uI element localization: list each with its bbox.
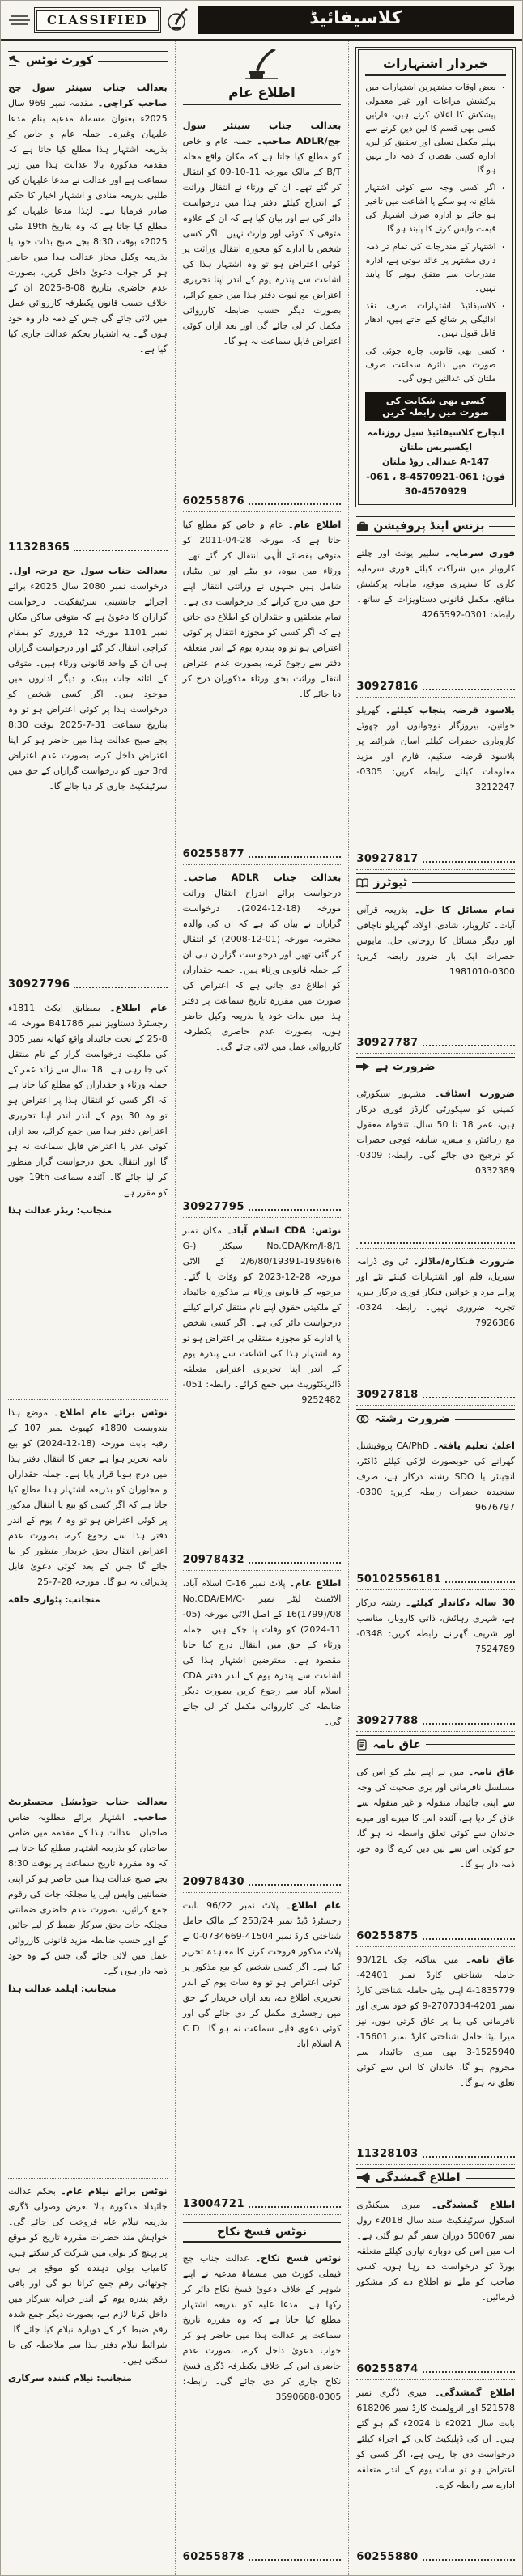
classified-ad (356, 541, 515, 698)
dotted-leader (249, 1878, 341, 1886)
ad-body: میری سیکنڈری اسکول سرٹیفکیٹ سند سال 2018ء رول نمبر 50067 دوران سفر گم ہو گئی ہے۔ اب میں اس کی دوبارہ تیاری کیلئے متعلقہ بورڈ کو درخواست دے رہا ہوں، کسی صاحب کو ملے تو اطلاع دے کر مشکور فرمائیں۔ (356, 2200, 515, 2303)
ad-id: 11328103 (356, 2148, 419, 2161)
ad-id-line (8, 974, 168, 991)
ad-id: 13004721 (182, 2198, 245, 2210)
ad-id-line (356, 1232, 515, 1244)
dotted-leader (423, 1039, 515, 1046)
inkwell-quill-icon (244, 68, 279, 83)
dotted-leader (249, 498, 341, 505)
classified-ad (8, 558, 168, 995)
contact-phone-line: فون: 061-4570921-8 ، 061-4570929-30 (366, 471, 506, 497)
header-rule (489, 526, 515, 527)
ad-id: 30927817 (356, 852, 419, 865)
dotted-leader (360, 1237, 515, 1244)
classified-ad (356, 1947, 515, 2166)
section-header-business (356, 516, 515, 536)
ad-id-line (356, 676, 515, 693)
header-rule (183, 104, 342, 108)
dotted-leader (423, 2366, 515, 2373)
warning-bullet (365, 345, 506, 386)
classified-ad (356, 1590, 515, 1732)
ad-lead: بلاسود قرضہ پنجاب کیلئے۔ (385, 703, 515, 715)
bullet-text: بعض اوقات مشتہرین اشتہارات میں پرکشش مراعات اور غیر معمولی پیشکش کا اعلان کرتے ہیں، قارئین کسی بھی قسم کا لین دین کرنے سے پہلے مکمل تسلی اور تحقیق کر لیں، ادارہ کسی نقصان کا ذمہ دار نہیں ہو گا۔ (365, 83, 496, 175)
ad-body: CA/PhD پروفیشنل گھرانے کی خوبصورت لڑکی کیلئے ڈاکٹر، انجینئر یا SDO رشتہ درکار ہے، صرف سنجیدہ حضرات رابطہ کریں: 0300-9676797 (356, 1441, 515, 1513)
dotted-leader (423, 2553, 515, 2561)
book-icon (356, 878, 368, 888)
ad-signature: منجانب: اہلمد عدالت ہذا (8, 1984, 117, 1994)
bullet-marker: ۰ (500, 83, 506, 92)
ad-lead: تمام مسائل کا حل۔ (414, 903, 515, 915)
ad-id: 30927788 (356, 1714, 419, 1727)
dotted-leader (249, 1556, 341, 1564)
warning-title: خبردار اشتہارات (365, 56, 506, 76)
ad-lead: ضرورت فنکارہ/ماڈلز۔ (413, 1255, 516, 1267)
section-header-nikah-dissolution: نوٹس فسخ نکاح (183, 2222, 342, 2243)
section-header-tutors (356, 873, 515, 893)
ad-body: پلاٹ نمبر 96/22 بابت رجسٹرڈ ڈیڈ نمبر 253/24 کے مالک حامل شناختی کارڈ نمبر 41504-0734669-0 نے پلاٹ مذکور فروخت کرنے کا معاہدہ تحریر کیا ہے۔ اگر کسی شخص کو بیع مذکور پر کوئی اعتراض ہو تو وہ سات یوم کے اندر تحریری اطلاع دے، بعد ازاں خریدار کے حق میں رجسٹری مکمل کر دی جائے گی اور کوئی دعویٰ قابل سماعت نہ ہو گا۔ C D A اسلام آباد (182, 1900, 342, 2049)
classified-ad (356, 898, 515, 1055)
ad-signature: منجانب: پٹواری حلقہ (8, 1594, 100, 1605)
ad-body: میری ڈگری نمبر 521578 اور انرولمنٹ کارڈ نمبر 618206 بابت سال 2021ء تا 2024ء گم ہو گئے ہیں۔ ان کی ڈپلیکیٹ کاپی کے اجراء کیلئے درخواست دی جا رہی ہے، اگر کسی کو اعتراض ہو تو سات یوم کے اندر متعلقہ ادارے سے رابطہ کرے۔ (356, 2387, 515, 2491)
header-rule (466, 2178, 515, 2179)
masthead-flourish-icon (9, 14, 30, 27)
section-title: اطلاع گمشدگی (375, 2171, 461, 2185)
classified-ad (356, 1433, 515, 1590)
ad-body: سلیپر یونٹ اور چلتے کاروبار میں شراکت کیلئے فوری سرمایہ کاری کا سنہری موقع، ماہانہ پرکشش منافع، مکمل قانونی دستاویزات کے ساتھ۔ رابطہ: 0301-4265592 (356, 548, 515, 620)
section-title: کورٹ نوٹس (26, 54, 94, 67)
ad-id: 30927787 (356, 1037, 419, 1050)
ad-lead: بعدالت جناب جوڈیشل مجسٹریٹ صاحب۔ (8, 1796, 168, 1823)
section-title: ٹیوٹرز (373, 876, 408, 889)
ad-body: ٹی وی ڈرامہ سیریل، فلم اور اشتہارات کیلئے نئے اور پرانے مرد و خواتین فنکار فوری درکار ہیں، تجربہ ضروری نہیں۔ رابطہ: 0324-7926386 (356, 1256, 515, 1329)
ad-lead: عاق نامہ۔ (466, 1953, 515, 1965)
ad-body: مکان نمبر No.CDA/Km/I-8/1 سیکٹر (G-6)2/6/80/19391-19396 کے الاٹی مورخہ 28-12-2023 کو وفات پا گئے۔ مرحوم کے قانونی ورثاء نے مذکورہ جائیداد کے ملکیتی حقوق اپنے نام منتقل کرانے کیلئے درخواست دائر کی ہے۔ اگر کسی شخص یا ادارے کو مجوزہ منتقلی پر اعتراض ہو تو وہ اشتہار ہذا کی اشاعت سے پندرہ یوم کے اندر اپنا تحریری اعتراض متعلقہ ڈائریکٹوریٹ میں جمع کرائے۔ رابطہ: 051-9252482 (182, 1225, 342, 1405)
ad-id-line (356, 1568, 515, 1585)
complaint-contact (365, 426, 506, 499)
ad-id-line (183, 490, 342, 507)
ad-id: 11328365 (8, 541, 70, 554)
dotted-leader (423, 1391, 515, 1398)
dotted-leader (423, 855, 515, 863)
warning-bullet (365, 81, 506, 177)
header-rule (412, 882, 515, 883)
warning-bullet (365, 299, 506, 341)
ad-id-line (183, 1196, 342, 1213)
classified-ad (183, 113, 342, 512)
bullet-marker: ۰ (500, 301, 506, 311)
section-header-court-notice (8, 51, 168, 70)
ad-lead: فوری سرمایہ۔ (444, 547, 515, 558)
complaint-bar: کسی بھی شکایت کی صورت میں رابطہ کریں (365, 392, 506, 421)
classified-ad (8, 995, 168, 1400)
ad-lead: اطلاع گمشدگی۔ (431, 2199, 516, 2211)
ad-lead: بعدالت جناب سینئر سول جج/ADLR صاحب۔ (182, 120, 342, 146)
classified-en-label: CLASSIFIED (47, 13, 148, 28)
ad-body: بمطابق ایکٹ 1811ء رجسٹرڈ دستاویز نمبر B41786 مورخہ 4-8-25 کے تحت جائیداد واقع کھاتہ نمبر 305 کی ملکیت درخواست گزار کے نام منتقل کی جا رہی ہے۔ 18 سال سے زائد عمر کے جملہ ورثاء و حقداران کو مطلع کیا جاتا ہے کہ اگر کسی کو انتقال ہذا پر اعتراض ہو تو وہ 30 یوم کے اندر اندر اپنا تحریری اعتراض دفتر ہذا میں جمع کرائے، بعد ازاں کوئی عذر یا اعتراض قابل سماعت نہ ہو گا اور انتقال بحق درخواست گزار منظور کر لیا جائے گا۔ آئندہ سماعت 19th جون کو مقرر ہے۔ (8, 1003, 168, 1198)
ad-body: عام و خاص کو مطلع کیا جاتا ہے کہ مورخہ 28-04-2011 کو متوفی بقضائے الٰہی انتقال کر گئے تھے۔ ورثاء میں بیوہ، دو بیٹے اور تین بیٹیاں شامل ہیں جنہوں نے وراثتی انتقال اپنے حق میں درج کرانے کی درخواست دی ہے۔ تمام متعلقین و حقداران کو اطلاع دی جاتی ہے کہ اگر کسی کو مجوزہ انتقال پر کوئی اعتراض ہو تو وہ پندرہ یوم کے اندر متعلقہ دفتر سے رجوع کرے، بصورت عدم اعتراض انتقال وراثت بحق ورثاء مذکوران درج کر دیا جائے گا۔ (182, 520, 342, 699)
ad-id: 60255877 (182, 848, 245, 860)
section-header-lost-notice (356, 2168, 515, 2188)
ad-lead: عاق نامہ۔ (468, 1765, 515, 1777)
masthead (1, 1, 522, 41)
bullet-marker: ۰ (500, 242, 506, 252)
classified-ad (183, 512, 342, 865)
ad-body: اشتہار برائے مطلوبہ ضامن صاحبان۔ عدالت ہذا کے مقدمہ میں ضامن صاحبان کو بذریعہ اشتہار مطلع کیا جاتا ہے کہ وہ مقررہ تاریخ سماعت پر بوقت 8:30 بجے صبح عدالت ہذا میں حاضر ہو کر اپنی ضمانتیں واپس لیں یا مچلکہ جات کی رقوم جمع کرائیں، بصورت عدم حاضری ضمانتی مچلکہ جات بحق سرکار ضبط کر لیے جائیں گے اور حسب ضابطہ مزید قانونی کارروائی عمل میں لائی جائے گی جس کے وہ خود ذمہ دار ہوں گے۔ (8, 1812, 168, 1976)
ad-id-line (183, 1549, 342, 1566)
ad-id-line (183, 2546, 342, 2563)
section-title: ضرورت رشتہ (374, 1412, 451, 1426)
ad-id: 60255878 (182, 2551, 245, 2563)
ad-lead: نوٹس: CDA اسلام آباد۔ (227, 1224, 342, 1236)
ad-body: بذریعہ قرآنی آیات۔ کاروبار، شادی، اولاد، گھریلو ناچاقی اور دیگر مسائل کا روحانی حل، مایوس حضرات ایک بار ضرور رابطہ کریں: 0300-1981010 (356, 904, 515, 977)
ad-id-line (356, 1710, 515, 1727)
column-public-notices (175, 41, 349, 2575)
classified-ad (8, 2179, 168, 2567)
section-title: بزنس اینڈ پروفیشن (373, 520, 485, 533)
section-title: اطلاع عام (228, 85, 296, 101)
ad-signature: منجانب: نیلام کنندہ سرکاری (8, 2373, 132, 2383)
dotted-leader (423, 1933, 515, 1940)
classified-ad (183, 1893, 342, 2215)
ad-body: مقدمہ نمبر 969 سال 2025ء بعنوان مسماۃ مدعیہ بنام مدعا علیہان وغیرہ۔ جملہ عام و خاص کو بذریعہ اشتہار ہذا مطلع کیا جاتا ہے کہ مقدمہ مذکورہ بالا عدالت ہذا میں زیر سماعت ہے اور عدالت نے مدعا علیہان کی طلبی بذریعہ منادی و اشتہار اخبار کا حکم صادر فرمایا ہے۔ لہٰذا مدعا علیہان کو مطلع کیا جاتا ہے کہ وہ بتاریخ 19th مئی 2025ء بوقت 8:30 بجے صبح بذات خود یا بذریعہ وکیل مجاز عدالت ہذا میں حاضر ہو کر جواب دعویٰ داخل کریں، بصورت عدم حاضری بتاریخ 08-8-2025 ان کے خلاف حسب قانون یکطرفہ کارروائی عمل میں لائی جائے گی جس کے ذمہ دار وہ خود ہوں گے۔ یہ اشتہار بحکم عدالت جاری کیا گیا ہے۔ (8, 98, 168, 354)
ad-lead: اعلیٰ تعلیم یافتہ۔ (432, 1440, 515, 1452)
ad-body: جملہ عام و خاص کو مطلع کیا جاتا ہے کہ مکان واقع محلہ B/T کے مالک مورخہ 11-10-09 کو انتقال کر گئے تھے۔ ان کے ورثاء نے انتقال وراثت کے اندراج کیلئے دفتر ہذا میں درخواست دائر کی ہے اور بیان کیا ہے کہ ان کے علاوہ متوفی کا کوئی اور وارث نہیں۔ اگر کسی شخص یا ادارے کو مجوزہ انتقال وراثت پر کوئی اعتراض ہو تو وہ اشتہار ہذا کی اشاعت سے پندرہ یوم کے اندر اپنا تحریری اعتراض مع ثبوت دفتر ہذا میں جمع کرائے، بصورت دیگر حسب ضابطہ کارروائی مکمل کر لی جائے گی اور بعد ازاں کوئی اعتراض قابل سماعت نہ ہو گا۔ (182, 136, 342, 346)
ad-id: 30927818 (356, 1389, 419, 1402)
ad-id: 60255875 (356, 1929, 419, 1942)
ad-lead: بعدالت جناب سینئر سول جج صاحب کراچی۔ (8, 82, 168, 108)
section-header-required (356, 1057, 515, 1076)
scroll-icon (356, 1739, 368, 1751)
ad-id-line (356, 1384, 515, 1401)
ad-lead: عام اطلاع۔ (109, 1002, 168, 1013)
ad-body: درخواست برائے اندراج انتقال وراثت مورخہ (18-12-2024)۔ درخواست گزاران نے بیان کیا ہے کہ ان کی والدہ محترمہ مورخہ (01-12-2008) کو انتقال کر گئی تھیں اور درخواست گزاران ہی ان کے جملہ قانونی ورثاء ہیں۔ جملہ حقداران کو اطلاع دی جاتی ہے کہ اعتراض کی صورت میں مقررہ تاریخ سماعت پر دفتر ہذا میں بذات خود یا بذریعہ وکیل حاضر ہوں، بصورت عدم حاضری یکطرفہ کارروائی عمل میں لائی جائے گی۔ (182, 888, 342, 1052)
classified-ad (183, 2246, 342, 2567)
dotted-leader (249, 2553, 341, 2561)
warning-bullet (365, 240, 506, 295)
classified-en-title (36, 10, 159, 31)
ad-lead: 30 سالہ دکاندار کیلئے۔ (405, 1596, 516, 1608)
ad-lead: نوٹس برائے نیلام عام۔ (61, 2185, 168, 2196)
warning-bullet (365, 181, 506, 236)
dotted-leader (249, 851, 341, 858)
ad-lead: بعدالت جناب سول جج درجہ اول۔ (8, 565, 168, 576)
ad-id-line (356, 2546, 515, 2563)
ad-id-line (183, 2193, 342, 2210)
classified-ad (183, 865, 342, 1218)
gavel-icon (8, 54, 21, 67)
section-header-aaq-nama (356, 1735, 515, 1755)
ad-id-line (8, 537, 168, 554)
masthead-left (9, 6, 189, 34)
advertiser-warning-panel (358, 49, 513, 505)
bullet-text: اگر کسی وجہ سے کوئی اشتہار شائع نہ ہو سکے یا اشاعت میں تاخیر ہو جائے تو ادارہ صرف اشتہار کی قیمت واپس کرنے کا پابند ہو گا۔ (365, 183, 496, 234)
section-header-rishta (356, 1409, 515, 1428)
bullet-marker: ۰ (500, 183, 506, 193)
header-rule (426, 1744, 515, 1745)
classified-ur-banner (198, 6, 514, 34)
ad-id: 30927796 (8, 978, 70, 991)
dotted-leader (74, 981, 167, 988)
ad-lead: اطلاع گمشدگی۔ (434, 2387, 515, 2399)
ad-id: 50102556181 (356, 1572, 442, 1585)
ad-body: پلاٹ نمبر C-16 اسلام آباد، الاٹمنٹ لیٹر نمبر No.CDA/EM/C-16(1799)/08 کے اصل الاٹی مورخہ (05-11-2024) کو وفات پا چکے ہیں۔ جملہ ورثاء کے حق میں انتقال درج کیا جانا مقصود ہے۔ معترضین اشتہار ہذا کی اشاعت سے پندرہ یوم کے اندر دفتر CDA اسلام آباد سے رجوع کریں بصورت دیگر ضابطہ کی کارروائی مکمل کر لی جائے گی۔ (182, 1578, 342, 1727)
briefcase-icon (356, 521, 368, 532)
ad-id: 30927795 (182, 1201, 245, 1213)
ad-body: عدالت جناب جج فیملی کورٹ میں مسماۃ مدعیہ نے اپنے شوہر کے خلاف دعویٰ فسخ نکاح دائر کر رکھا ہے۔ مدعا علیہ کو بذریعہ اشتہار مطلع کیا جاتا ہے کہ وہ مقررہ تاریخ سماعت پر عدالت ہذا میں حاضر ہو کر جواب دعویٰ داخل کرے، بصورت عدم حاضری اس کے خلاف یکطرفہ ڈگری فسخ نکاح جاری کر دی جائے گی۔ رابطہ: 0305-3590688 (182, 2253, 342, 2402)
ad-id: 20978432 (182, 1554, 245, 1566)
classified-ad (183, 1218, 342, 1571)
classified-ad (356, 2380, 515, 2567)
ad-lead: نوٹس فسخ نکاح۔ (255, 2252, 342, 2264)
quill-crest-icon (165, 7, 189, 33)
ad-id-line (356, 1925, 515, 1942)
ad-lead: اطلاع عام۔ (289, 1577, 342, 1589)
ad-id: 60255876 (182, 495, 245, 507)
ad-body: میں نے اپنے بیٹے کو اس کی مسلسل نافرمانی اور بری صحبت کی وجہ سے اپنی جائیداد منقولہ و غیر منقولہ سے عاق کر دیا ہے، آئندہ اس کا میرے اور میرے خاندان سے کوئی تعلق واسطہ نہ ہو گا، جو کوئی اس سے لین دین کرے گا وہ خود ذمہ دار ہو گا۔ (356, 1766, 515, 1869)
header-rule (98, 61, 168, 62)
ad-id: 20978430 (182, 1876, 245, 1888)
bullet-text: اشتہار کے مندرجات کی تمام تر ذمہ داری مشتہر پر عائد ہوتی ہے، ادارہ مندرجات سے متفق ہونے کا پابند نہیں۔ (365, 242, 496, 293)
dotted-leader (74, 544, 167, 551)
classified-ur-label: کلاسیفائیڈ (309, 8, 402, 28)
ad-lead: بعدالت جناب ADLR صاحب۔ (182, 872, 342, 883)
ad-id: 60255874 (356, 2363, 419, 2376)
ad-body: موضع ہذا بندوبست 1890ء کھیوٹ نمبر 107 کے رقبہ بابت مورخہ (18-12-2024) کو بیع نامہ تحریر ہوا ہے جس کا انتقال دفتر ہذا میں درج ہونا قرار پایا ہے۔ جملہ حقداران و مجاوران کو بذریعہ اشتہار ہذا مطلع کیا جاتا ہے کہ اگر کسی کو بیع یا انتقال مذکور پر کوئی اعتراض ہو تو وہ 7 یوم کے اندر دفتر ہذا سے رجوع کرے، بصورت عدم اعتراض انتقال بحق خریدار منظور کر لیا جائے گا جس کے بعد کوئی دعویٰ قابل پذیرائی نہ ہو گا۔ مورخہ 28-7-25 (8, 1407, 168, 1587)
ad-lead: نوٹس برائے عام اطلاع۔ (53, 1407, 168, 1418)
ad-body: بحکم عدالت جائیداد مذکورہ بالا بغرض وصولی ڈگری بذریعہ نیلام عام فروخت کی جائے گی۔ خواہش مند حضرات مقررہ تاریخ کو موقع پر پہنچ کر بولی میں شرکت کر سکتے ہیں، کامیاب بولی دہندہ کو موقع پر ہی چوتھائی رقم جمع کرانا ہو گی اور باقی رقم پندرہ یوم کے اندر خزانہ سرکار میں داخل کرنا لازم ہے، بصورت دیگر جمع شدہ رقم ضبط کر کے دوبارہ نیلام کیا جائے گا۔ شرائط نیلام دفتر ہذا سے ملاحظہ کی جا سکتی ہیں۔ (8, 2186, 168, 2366)
ad-id-line (356, 2358, 515, 2375)
classified-ad (183, 1571, 342, 1893)
column-court-notices (1, 41, 175, 2575)
ad-body: گھریلو خواتین، بیروزگار نوجوانوں اور چھوٹے کاروباری حضرات کیلئے آسان شرائط پر بلاسود قرضہ سکیم، فارم اور مزید معلومات کیلئے رابطہ کریں: 0305-3212247 (356, 704, 515, 792)
ad-id-line (356, 1032, 515, 1049)
ad-body: مشہور سیکورٹی کمپنی کو سیکورٹی گارڈز فوری درکار ہیں، عمر 18 تا 50 سال، تنخواہ معقول مع رہائش و میس، سابقہ فوجی حضرات کو ترجیح دی جائے گی۔ رابطہ: 0309-0332389 (356, 1089, 515, 1177)
rings-icon (356, 1415, 369, 1424)
section-title: عاق نامہ (372, 1738, 421, 1751)
ad-id-line (183, 1871, 342, 1888)
classified-ad (356, 2192, 515, 2380)
header-rule (455, 1419, 515, 1420)
ad-body: میں ساکنہ چک 93/12L حاملہ شناختی کارڈ نمبر 42401-1835779-4 اپنی بیٹی حاملہ شناختی کارڈ نمبر 4201-2707334-9 کو خود سری اور نافرمانی کی بنا پر عاق کرتی ہوں، نیز میرا بیٹا حامل شناختی کارڈ نمبر 15601-1525940-3 بھی میری جائیداد سے محروم ہو گا، خاندان کا اس سے کوئی تعلق نہ ہو گا۔ (356, 1954, 515, 2088)
ad-id-line (183, 843, 342, 860)
section-title: ضرورت ہے (375, 1060, 436, 1074)
dotted-leader (423, 683, 515, 690)
classified-ad (356, 1759, 515, 1947)
classified-ad (8, 75, 168, 558)
dotted-leader (423, 1717, 515, 1725)
classified-ad (8, 1400, 168, 1789)
classified-ad (356, 698, 515, 870)
column-small-ads (348, 41, 522, 2575)
dotted-leader (249, 1203, 341, 1211)
dotted-leader (249, 2200, 341, 2208)
pointing-hand-icon (356, 1062, 370, 1072)
classified-ad (8, 1789, 168, 2179)
bullet-text: کلاسیفائیڈ اشتہارات صرف نقد ادائیگی پر شائع کیے جاتے ہیں، ادھار قابل قبول نہیں۔ (365, 301, 496, 338)
ad-body: رشتہ درکار ہے، شہری رہائش، ذاتی کاروبار، مناسب اور شریف گھرانے رابطہ کریں: 0348-7524789 (356, 1597, 515, 1654)
columns-area (1, 41, 522, 2575)
ad-signature: منجانب: ریڈر عدالت ہذا (8, 1205, 113, 1216)
dotted-leader (445, 1576, 515, 1583)
ad-id: 30927816 (356, 680, 419, 693)
ad-body: درخواست نمبر 2080 سال 2025ء برائے اجرائے جانشینی سرٹیفکیٹ۔ درخواست گزاران کا دعویٰ ہے کہ متوفی ساکن مکان نمبر 1101 مورخہ 12 فروری کو بمقام کراچی انتقال کر گئے اور درخواست گزاران ہی ان کے واحد قانونی ورثاء ہیں۔ متوفی کے اثاثہ جات بینک و دیگر اداروں میں موجود ہیں۔ اگر کسی شخص کو درخواست ہذا پر کوئی اعتراض ہو تو وہ بتاریخ سماعت 31-7-2025 بوقت 8:30 بجے صبح عدالت ہذا میں حاضر ہو کر اپنا اعتراض داخل کرے، بصورت عدم اعتراض 3rd جون کو درخواست گزاران کے حق میں سرٹیفکیٹ جاری کر دیا جائے گا۔ (8, 581, 168, 791)
megaphone-icon (356, 2172, 370, 2183)
ad-id-line (356, 2143, 515, 2160)
ad-id-line (356, 848, 515, 865)
ad-lead: ضرورت اسٹاف۔ (434, 1088, 515, 1100)
ad-lead: عام اطلاع۔ (285, 1899, 342, 1911)
section-header-public-notice (183, 48, 342, 108)
ad-id: 60255880 (356, 2550, 419, 2563)
contact-line: انچارج کلاسیفائیڈ سیل روزنامہ ایکسپریس ملتان (367, 427, 504, 452)
classified-ad (356, 1249, 515, 1406)
classified-ad (356, 1081, 515, 1249)
contact-line: 147-A عبدالی روڈ ملتان (382, 456, 490, 467)
dotted-leader (423, 2150, 515, 2158)
bullet-text: کسی بھی قانونی چارہ جوئی کی صورت میں دائرہ سماعت صرف ملتان کی عدالتیں ہوں گی۔ (365, 346, 496, 384)
ad-lead: اطلاع عام۔ (287, 519, 342, 530)
bullet-marker: ۰ (500, 346, 506, 356)
